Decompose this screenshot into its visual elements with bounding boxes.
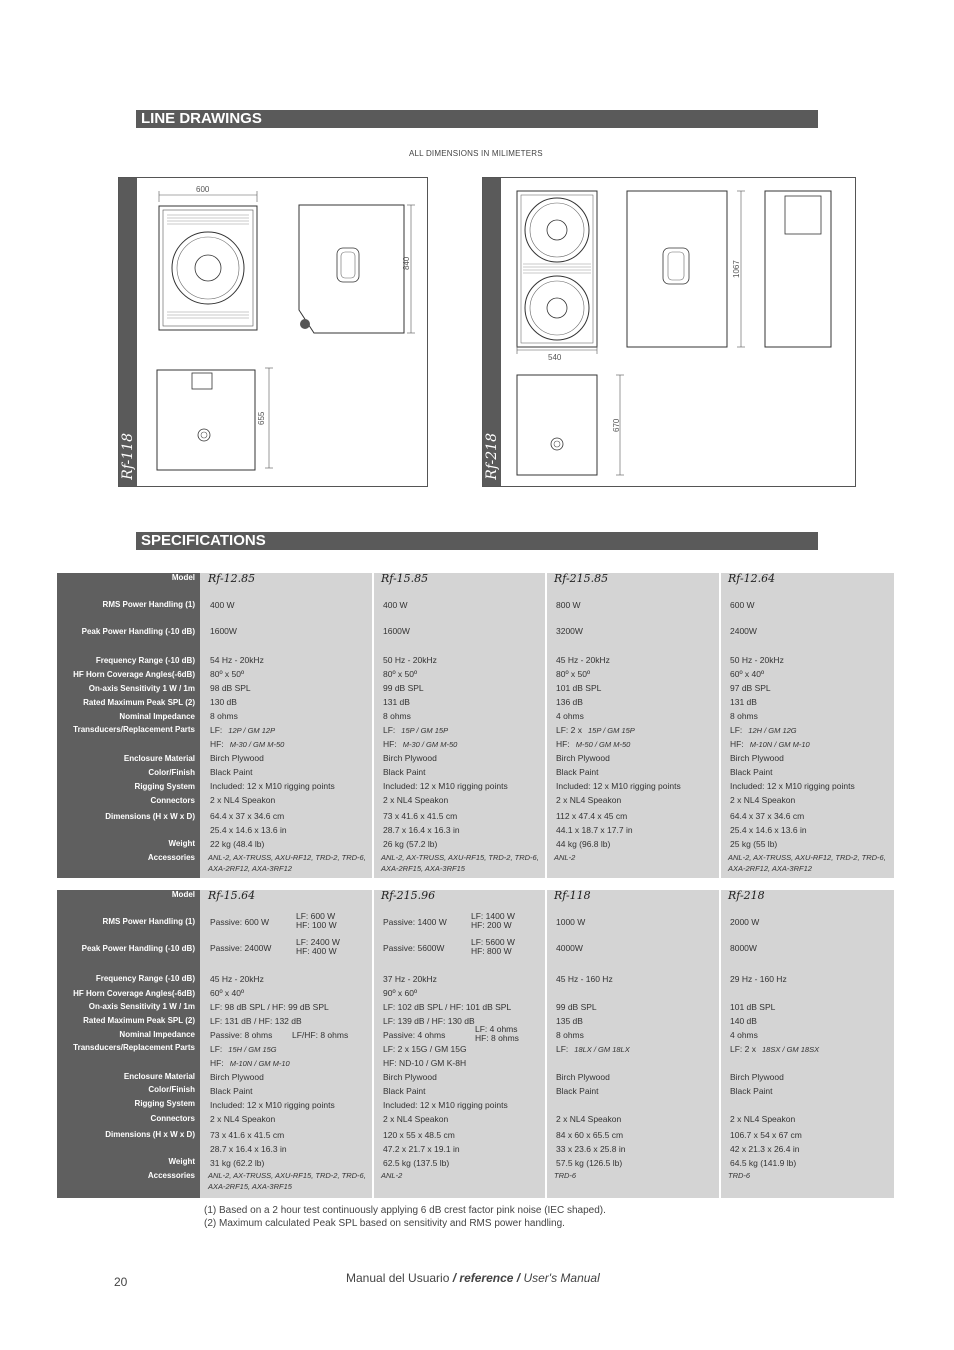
spec-imp: 4 ohms [730,1030,758,1040]
spec-conn: 2 x NL4 Speakon [210,795,276,805]
spec-rms-lf: LF: 1400 W [471,911,515,921]
label-weight: Weight [168,839,195,848]
spec-hf-part: M-30 / GM M-50 [402,740,458,749]
spec-hf-prefix: HF: [210,739,224,749]
spec-hf-prefix: HF: [730,739,744,749]
rf118-height-label: 840 [402,256,411,270]
rf218-depth-label: 670 [612,418,621,432]
spec-spl: 130 dB [210,697,237,707]
spec-color: Black Paint [556,1086,599,1096]
spec-spl: LF: 131 dB / HF: 132 dB [210,1016,302,1026]
label-freq: Frequency Range (-10 dB) [95,656,195,665]
label-weight: Weight [168,1157,195,1166]
spec-spl: LF: 139 dB / HF: 130 dB [383,1016,475,1026]
spec-weight: 22 kg (48.4 lb) [210,839,265,849]
spec-model: Rf-12.85 [208,572,256,585]
spec-hf-part: M-10N / GM M-10 [229,1059,290,1068]
page-number: 20 [114,1275,128,1289]
spec-lf [556,725,635,736]
spec-lf-part: 15P / GM 15P [401,726,449,735]
label-parts: Transducers/Replacement Parts [73,725,195,734]
spec-dim2: 25.4 x 14.6 x 13.6 in [730,825,807,835]
spec-sens: 99 dB SPL [556,1002,597,1012]
footer-manual-es: Manual del Usuario [346,1271,450,1285]
spec-horn: 60º x 40º [730,669,765,679]
spec-dim2: 44.1 x 18.7 x 17.7 in [556,825,633,835]
spec-peak: 1600W [210,626,237,636]
spec-rigging: Included: 12 x M10 rigging points [210,1100,335,1110]
spec-dim2: 28.7 x 16.4 x 16.3 in [383,825,460,835]
spec-weight: 64.5 kg (141.9 lb) [730,1158,797,1168]
spec-imp: 4 ohms [556,711,584,721]
spec-model: Rf-218 [728,889,765,902]
label-parts: Transducers/Replacement Parts [73,1043,195,1052]
spec-dim1: 64.4 x 37 x 34.6 cm [730,811,805,821]
spec-peak: 1600W [383,626,410,636]
spec-dim2: 25.4 x 14.6 x 13.6 in [210,825,287,835]
spec-mat: Birch Plywood [383,753,437,763]
spec-color: Black Paint [383,767,426,777]
spec-peak: 2400W [730,626,757,636]
spec-accessories: TRD-6 [554,1171,577,1180]
spec-accessories: ANL-2, AX-TRUSS, AXU-RF12, TRD-2, TRD-6, AXA-2RF12, AXA-3RF12 [728,853,886,873]
spec-rig: Included: 12 x M10 rigging points [210,781,335,791]
spec-peak: 4000W [556,943,583,953]
label-rigging: Rigging System [134,1099,195,1108]
spec-hf-part: M-30 / GM M-50 [229,740,285,749]
spec-dim1: 73 x 41.6 x 41.5 cm [383,811,458,821]
spec-material: Birch Plywood [383,1072,437,1082]
spec-hf-prefix: HF: [383,739,397,749]
spec-color: Black Paint [383,1086,426,1096]
spec-freq: 45 Hz - 160 Hz [556,974,613,984]
spec-freq: 50 Hz - 20kHz [730,655,784,665]
spec-hf [730,739,810,750]
spec-sens: 98 dB SPL [210,683,251,693]
rf218-height-label: 1067 [732,260,741,278]
spec-connectors: 2 x NL4 Speakon [383,1114,449,1124]
spec-rig: Included: 12 x M10 rigging points [556,781,681,791]
spec-rigging: Included: 12 x M10 rigging points [383,1100,508,1110]
label-material: Enclosure Material [123,754,195,763]
label-dimensions: Dimensions (H x W x D) [105,1130,195,1139]
rf118-depth-label: 655 [257,411,266,425]
spec-horn: 80º x 50º [383,669,418,679]
spec-table-1 [57,573,894,878]
spec-imp: 8 ohms [730,711,758,721]
spec-accessories: ANL-2, AX-TRUSS, AXU-RF15, TRD-2, TRD-6, AXA-2RF15, AXA-3RF15 [381,853,539,873]
spec-hf-prefix: HF: [556,739,570,749]
spec-lf-prefix: LF: 2 x [730,1044,756,1054]
rf218-width-label: 540 [548,353,562,362]
dimensions-note: ALL DIMENSIONS IN MILIMETERS [409,149,543,158]
label-dimensions: Dimensions (H x W x D) [105,812,195,821]
spec-freq: 54 Hz - 20kHz [210,655,264,665]
spec-material: Birch Plywood [556,1072,610,1082]
spec-sens: 101 dB SPL [556,683,602,693]
spec-rms: 400 W [383,600,408,610]
spec-model: Rf-215.96 [381,889,436,902]
rf218-line-drawing [483,178,855,486]
label-color: Color/Finish [148,768,195,777]
spec-dim-in: 33 x 23.6 x 25.8 in [556,1144,626,1154]
spec-peak-lf: LF: 2400 W [296,937,340,947]
spec-rig: Included: 12 x M10 rigging points [383,781,508,791]
spec-model: Rf-15.64 [208,889,256,902]
spec-freq: 45 Hz - 20kHz [556,655,610,665]
spec-model: Rf-118 [554,889,591,902]
drawing-side-label: Rf-118 [119,178,137,486]
spec-mat: Birch Plywood [556,753,610,763]
spec-rms: Passive: 1400 W [383,917,447,927]
spec-sens: 97 dB SPL [730,683,771,693]
spec-dim-cm: 84 x 60 x 65.5 cm [556,1130,624,1140]
label-accessories: Accessories [147,1171,195,1180]
spec-horn: 90º x 60º [383,988,418,998]
spec-lf [210,1044,277,1055]
label-sens: On-axis Sensitivity 1 W / 1m [88,1002,195,1011]
spec-lf-part: 18LX / GM 18LX [574,1045,630,1054]
label-spl: Rated Maximum Peak SPL (2) [83,1016,195,1025]
drawing-side-label: Rf-218 [483,178,501,486]
label-rms: RMS Power Handling (1) [102,917,195,926]
spec-lf-prefix: LF: [210,725,223,735]
spec-sens: LF: 98 dB SPL / HF: 99 dB SPL [210,1002,329,1012]
spec-hf [210,739,284,750]
spec-mat: Birch Plywood [210,753,264,763]
spec-dim-in: 28.7 x 16.4 x 16.3 in [210,1144,287,1154]
label-spl: Rated Maximum Peak SPL (2) [83,698,195,707]
spec-lf-prefix: LF: [556,1044,569,1054]
spec-accessories: ANL-2, AX-TRUSS, AXU-RF12, TRD-2, TRD-6, AXA-2RF12, AXA-3RF12 [208,853,366,873]
spec-hf [210,1058,290,1069]
spec-dim-in: 42 x 21.3 x 26.4 in [730,1144,800,1154]
spec-connectors: 2 x NL4 Speakon [210,1114,276,1124]
spec-peak-lf: LF: 5600 W [471,937,515,947]
spec-imp: Passive: 8 ohms [210,1030,273,1040]
spec-lf-prefix: LF: [210,1044,223,1054]
rf118-line-drawing [119,178,427,486]
label-horn: HF Horn Coverage Angles(-6dB) [73,989,195,998]
label-imp: Nominal Impedance [119,712,195,721]
label-material: Enclosure Material [123,1072,195,1081]
spec-rms: 800 W [556,600,581,610]
spec-lf-prefix: LF: [383,725,396,735]
spec-spl: 136 dB [556,697,583,707]
spec-lf [730,1044,819,1055]
spec-accessories: ANL-2 [554,853,576,862]
drawing-rf218 [482,177,856,487]
spec-lf-part: 18SX / GM 18SX [761,1045,820,1054]
label-peak: Peak Power Handling (-10 dB) [81,944,195,953]
label-sens: On-axis Sensitivity 1 W / 1m [88,684,195,693]
spec-weight: 57.5 kg (126.5 lb) [556,1158,623,1168]
footnote-2: (2) Maximum calculated Peak SPL based on sensitivity and RMS power handling. [204,1218,565,1229]
spec-color: Black Paint [210,767,253,777]
spec-conn: 2 x NL4 Speakon [730,795,796,805]
spec-color: Black Paint [210,1086,253,1096]
spec-lf [730,725,797,736]
spec-conn: 2 x NL4 Speakon [383,795,449,805]
spec-hf-part: M-10N / GM M-10 [749,740,810,749]
spec-horn: 60º x 40º [210,988,245,998]
label-imp: Nominal Impedance [119,1030,195,1039]
spec-peak: 3200W [556,626,583,636]
label-rigging: Rigging System [134,782,195,791]
spec-imp: 8 ohms [383,711,411,721]
spec-weight: 44 kg (96.8 lb) [556,839,611,849]
rf118-width-label: 600 [196,185,210,194]
drawing-rf118 [118,177,428,487]
label-color: Color/Finish [148,1085,195,1094]
spec-peak: Passive: 2400W [210,943,272,953]
spec-lf [556,1044,630,1055]
spec-model: Rf-12.64 [728,572,776,585]
spec-accessories: TRD-6 [728,1171,751,1180]
spec-hf [556,739,630,750]
spec-sens: LF: 102 dB SPL / HF: 101 dB SPL [383,1002,512,1012]
spec-imp-lfhf: LF/HF: 8 ohms [292,1030,349,1040]
spec-spl: 140 dB [730,1016,757,1026]
label-freq: Frequency Range (-10 dB) [95,974,195,983]
spec-lf-part: 12P / GM 12P [228,726,276,735]
spec-lf [383,725,448,736]
spec-material: Birch Plywood [730,1072,784,1082]
spec-horn: 80º x 50º [556,669,591,679]
spec-lf-prefix: LF: [730,725,743,735]
spec-rig: Included: 12 x M10 rigging points [730,781,855,791]
spec-model: Rf-15.85 [381,572,429,585]
label-rms: RMS Power Handling (1) [102,600,195,609]
spec-mat: Birch Plywood [730,753,784,763]
footer-reference: / reference / [449,1271,524,1285]
spec-dim1: 64.4 x 37 x 34.6 cm [210,811,285,821]
spec-imp: 8 ohms [210,711,238,721]
spec-dim-cm: 120 x 55 x 48.5 cm [383,1130,455,1140]
spec-dim-in: 47.2 x 21.7 x 19.1 in [383,1144,460,1154]
spec-rms: 600 W [730,600,755,610]
spec-spl: 131 dB [730,697,757,707]
spec-material: Birch Plywood [210,1072,264,1082]
spec-freq: 50 Hz - 20kHz [383,655,437,665]
spec-peak-hf: HF: 800 W [471,946,512,956]
label-connectors: Connectors [150,796,195,805]
spec-weight: 62.5 kg (137.5 lb) [383,1158,450,1168]
spec-color: Black Paint [556,767,599,777]
spec-hf-prefix: HF: [210,1058,224,1068]
footer-manual [346,1271,600,1285]
spec-spl: 135 dB [556,1016,583,1026]
spec-weight: 26 kg (57.2 lb) [383,839,438,849]
spec-weight: 25 kg (55 lb) [730,839,778,849]
spec-model: Rf-215.85 [554,572,609,585]
spec-conn: 2 x NL4 Speakon [556,795,622,805]
label-model: Model [171,573,195,582]
spec-lf: LF: 2 x 15G / GM 15G [383,1044,467,1054]
spec-rms: 2000 W [730,917,760,927]
spec-hf-part: M-50 / GM M-50 [575,740,631,749]
label-model: Model [171,890,195,899]
spec-color: Black Paint [730,1086,773,1096]
spec-connectors: 2 x NL4 Speakon [556,1114,622,1124]
label-accessories: Accessories [147,853,195,862]
footer-manual-en: User's Manual [523,1271,600,1285]
spec-lf-part: 15P / GM 15P [587,726,635,735]
spec-imp-hf: HF: 8 ohms [475,1033,519,1043]
spec-table-2 [57,890,894,1198]
specifications-heading: SPECIFICATIONS [136,532,818,550]
spec-lf [210,725,275,736]
spec-rms-hf: HF: 200 W [471,920,512,930]
spec-freq: 29 Hz - 160 Hz [730,974,787,984]
label-horn: HF Horn Coverage Angles(-6dB) [73,670,195,679]
spec-labels [57,890,200,1198]
spec-imp: Passive: 4 ohms [383,1030,446,1040]
spec-lf-part: 15H / GM 15G [228,1045,277,1054]
spec-color: Black Paint [730,767,773,777]
spec-spl: 131 dB [383,697,410,707]
spec-rms: Passive: 600 W [210,917,270,927]
spec-imp: 8 ohms [556,1030,584,1040]
spec-horn: 80º x 50º [210,669,245,679]
spec-lf-part: 12H / GM 12G [748,726,797,735]
spec-rms-hf: HF: 100 W [296,920,337,930]
spec-hf: HF: ND-10 / GM K-8H [383,1058,467,1068]
spec-hf [383,739,457,750]
spec-accessories: ANL-2 [381,1171,403,1180]
spec-connectors: 2 x NL4 Speakon [730,1114,796,1124]
line-drawings-heading: LINE DRAWINGS [136,110,818,128]
spec-dim-cm: 106.7 x 54 x 67 cm [730,1130,802,1140]
spec-accessories: ANL-2, AX-TRUSS, AXU-RF15, TRD-2, TRD-6, AXA-2RF15, AXA-3RF15 [208,1171,366,1191]
spec-peak-hf: HF: 400 W [296,946,337,956]
spec-sens: 99 dB SPL [383,683,424,693]
spec-rms: 1000 W [556,917,586,927]
label-peak: Peak Power Handling (-10 dB) [81,627,195,636]
label-connectors: Connectors [150,1114,195,1123]
footnote-1: (1) Based on a 2 hour test continuously applying 6 dB crest factor pink noise (IEC shaped). [204,1205,606,1216]
spec-weight: 31 kg (62.2 lb) [210,1158,265,1168]
spec-sens: 101 dB SPL [730,1002,776,1012]
spec-imp-lf: LF: 4 ohms [475,1024,518,1034]
spec-dim1: 112 x 47.4 x 45 cm [556,811,628,821]
spec-rms-lf: LF: 600 W [296,911,336,921]
spec-peak: Passive: 5600W [383,943,445,953]
spec-peak: 8000W [730,943,757,953]
spec-lf-prefix: LF: 2 x [556,725,582,735]
spec-freq: 45 Hz - 20kHz [210,974,264,984]
spec-labels [57,573,200,878]
spec-freq: 37 Hz - 20kHz [383,974,437,984]
spec-rms: 400 W [210,600,235,610]
spec-dim-cm: 73 x 41.6 x 41.5 cm [210,1130,285,1140]
